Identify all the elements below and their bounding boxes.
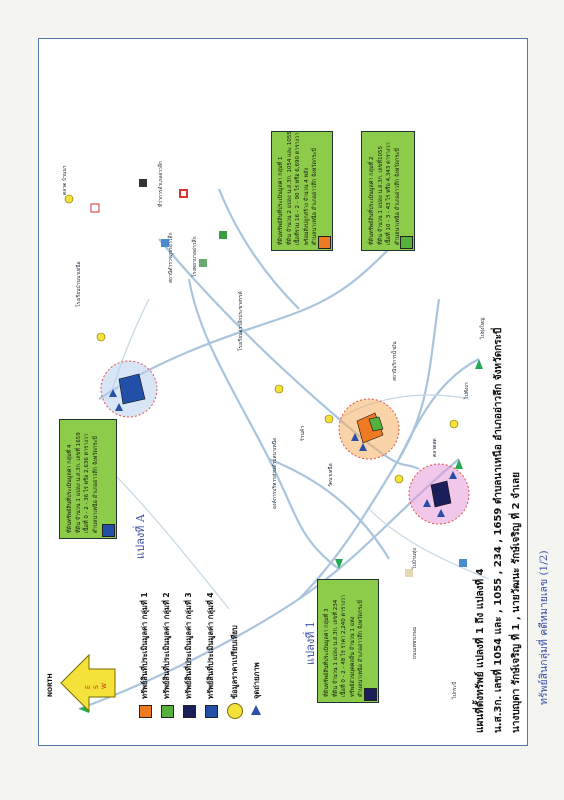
legend-item: ข้อมูลราคาเปรียบเทียบ [230,625,239,699]
legend-item: ทรัพย์สินที่ประเมินมูลค่า กลุ่มที่ 4 [206,592,215,699]
north-letter: W [101,683,108,689]
north-arrow [47,651,121,715]
map-title-line2: น.ส.3ก. เลขที่ 1054 และ , 1055 , 234 , 1659 ตำบลนาเหนือ อำเภออ่าวลึก จังหวัดกระบี่ [493,327,504,733]
handwritten-plot-A: แปลงที่ A [134,514,147,559]
handwritten-plot-1: แปลงที่ 1 [304,621,317,665]
legend-swatch [139,705,152,718]
map-label: ตลาด บ้านนา [62,165,68,195]
group3-line: ทรัพย์ส่วนบุคคลอื่น จำนวน 1 แห่ง [349,616,356,697]
map-label: สถานีตำรวจภูธรอ่าวลึก [168,232,174,283]
map-label: โรงเรียนอ่าวลึกประชาสรรค์ [238,291,244,351]
photo-points [109,389,457,517]
group3-line: ตำบลนาเหนือ อำเภออ่าวลึก จังหวัดกระบี่ [358,600,364,697]
group4-line: ที่ดินทรัพย์สินที่ประเมินมูลค่า กลุ่มที่ 4 [67,444,73,533]
group3-line: ที่ดินทรัพย์สินที่ประเมินมูลค่า กลุ่มที่ 3 [324,608,330,697]
legend-item: ทรัพย์สินที่ประเมินมูลค่า กลุ่มที่ 3 [184,592,193,699]
legend-item: ทรัพย์สินที่ประเมินมูลค่า กลุ่มที่ 2 [162,592,171,699]
map-label: ไปพังงา [464,382,470,399]
group1-line: พร้อมสิ่งปลูกสร้าง จำนวน 4 หลัง [303,167,310,245]
map-label: วัดนาเหนือ [328,463,334,487]
map-label: ถนนเพชรเกษม [412,626,418,659]
group4-line: เนื้อที่ 0 - 2 - 36 ไร่ หรือ 2,636 ตารางวา [84,433,90,533]
group4-line: ที่ดิน จำนวน 1 แปลง น.ส.3ก. เลขที่ 1659 [75,432,82,533]
map-label: สถานีบริการน้ำมัน [392,341,398,381]
group1-line: เนื้อที่รวม 16 - 2 - 90 ไร่ หรือ 6,690 ตารางวา [295,132,301,245]
group1-text [277,131,320,245]
map-frame [38,38,528,746]
comparable-price-icon [227,703,243,719]
legend-item: จุดถ่ายภาพ [252,662,261,699]
group3-line: เนื้อที่ 0 - 2 - 48 ไร่ ราคา 2,240 ตารางวา [341,594,347,697]
handwritten-bottom-note: ทรัพย์สินกลุ่มที่ คดีหมายเลข (1/2) [538,550,550,705]
group2-line: ตำบลนาเหนือ อำเภออ่าวลึก จังหวัดกระบี่ [394,148,401,245]
group1-line: ที่ดินทรัพย์สินที่ประเมินมูลค่า กลุ่มที่ 1 [278,156,284,245]
group2-line: ที่ดินทรัพย์สินที่ประเมินมูลค่า กลุ่มที่ 2 [369,156,375,245]
group3-text [323,595,366,697]
group4-text [66,432,100,533]
map-label: ร้านค้า [300,425,306,441]
legend-swatch [205,705,218,718]
group4-line: ตำบลนาเหนือ อำเภออ่าวลึก จังหวัดกระบี่ [92,436,99,533]
legend-swatch [183,705,196,718]
plot3-shape [431,481,451,507]
group1-line: ที่ดิน จำนวน 2 แปลง น.ส.3ก. 1054 และ 1055 [286,131,293,245]
map-label: ไปทุ่งใหญ่ [480,317,486,339]
group3-line: ที่ดิน จำนวน 1 แปลง น.ส.3ก. เลขที่ 234 [332,599,339,697]
group1-line: ตำบลนาเหนือ อำเภออ่าวลึก จังหวัดกระบี่ [312,148,318,245]
map-label: ไปกระบี่ [452,681,458,699]
group1-info-box [271,131,333,251]
group2-line: เนื้อที่ 10 - 3 - 43 ไร่ หรือ 4,343 ตารางวา [386,142,392,245]
group2-info-box [361,131,415,251]
camera-point-icon [249,703,263,717]
group1-swatch [318,236,331,249]
map-label: ตลาดสด [432,438,438,457]
group4-info-box [59,419,117,539]
map-label: ที่ว่าการอำเภออ่าวลึก [158,161,164,207]
legend [133,509,273,719]
group2-line: ที่ดิน จำนวน 1 แปลง น.ส.3ก. เลขที่1055 [377,145,384,245]
group3-swatch [364,688,377,701]
map-label: องค์การบริหารส่วนตำบลนาเหนือ [272,437,278,509]
group4-swatch [102,524,115,537]
map-label: ไปบ้านทุ่ง [412,548,418,569]
north-label: NORTH [47,673,54,697]
legend-item: ทรัพย์สินที่ประเมินมูลค่า กลุ่มที่ 1 [140,592,149,699]
map-label: โรงเรียนบ้านนาเหนือ [76,261,82,307]
map-title-line1: แผนที่ตั้งทรัพย์ แปลงที่ 1 ถึง แปลงที่ 4 [475,568,486,733]
north-arrow-icon [55,651,121,715]
map-label: โรงพยาบาลอ่าวลึก [192,236,198,277]
north-letter: E [85,685,92,689]
legend-swatch [161,705,174,718]
map-title-line3: นางบญุดา รักษ์เจริญ ที่ 1 , นายวัฒนะ รักษ์เจริญ ที่ 2 จำเลย [511,472,522,733]
group3-info-box [317,579,379,703]
group2-text [368,142,402,245]
north-letter: S [93,685,100,689]
